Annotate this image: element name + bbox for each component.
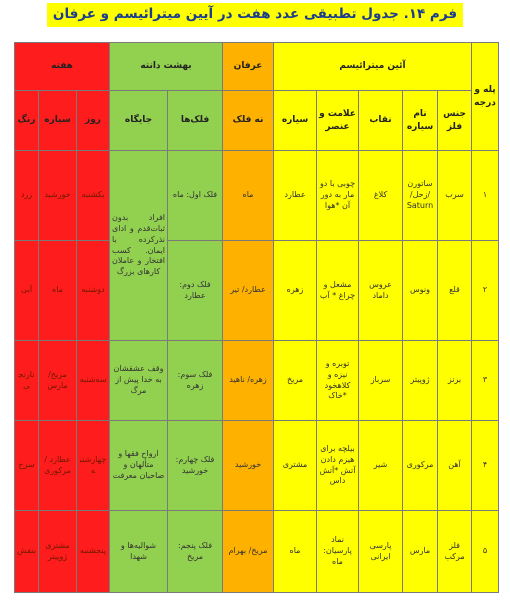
cell-stage: ۴ bbox=[472, 421, 499, 511]
cell-week-planet: عطارد /مرکوری bbox=[39, 421, 77, 511]
cell-mask: عروس داماد bbox=[359, 241, 403, 341]
cell-metal: فلز مرکب bbox=[438, 511, 472, 593]
cell-metal: آهن bbox=[438, 421, 472, 511]
header-planet: سیاره bbox=[274, 91, 317, 151]
cell-place: افراد بدون ثبات‌قدم و ادای نذرکرده با ایمان. کسب افتخار و عاملان کارهای بزرگ bbox=[110, 151, 168, 341]
table-row bbox=[15, 421, 499, 511]
cell-metal: برنز bbox=[438, 341, 472, 421]
cell-place: شوالیه‌ها و شهدا bbox=[110, 511, 168, 593]
cell-spheres: فلک دوم: عطارد bbox=[168, 241, 223, 341]
header-paradise: بهشت دانته bbox=[110, 43, 223, 91]
cell-planet: مشتری bbox=[274, 421, 317, 511]
header-mithraism: آئین میترائیسم bbox=[274, 43, 472, 91]
cell-nine-spheres: خورشید bbox=[223, 421, 274, 511]
cell-nine-spheres: ماه bbox=[223, 151, 274, 241]
cell-nine-spheres: عطارد/ تیر bbox=[223, 241, 274, 341]
cell-planet-name: ساتورن /زحل/ Saturn bbox=[403, 151, 438, 241]
table-row bbox=[15, 341, 499, 421]
cell-spheres: فلک چهارم: خورشید bbox=[168, 421, 223, 511]
cell-mask: شیر bbox=[359, 421, 403, 511]
cell-day: چهارشنبه bbox=[77, 421, 110, 511]
cell-stage: ۵ bbox=[472, 511, 499, 593]
cell-spheres: فلک پنجم: مریخ bbox=[168, 511, 223, 593]
cell-week-planet: مشتری ژوپیتر bbox=[39, 511, 77, 593]
header-place: جایگاه bbox=[110, 91, 168, 151]
cell-color: بنفش bbox=[15, 511, 39, 593]
cell-planet-name: ونوس bbox=[403, 241, 438, 341]
header-day: روز bbox=[77, 91, 110, 151]
page-title-wrap bbox=[0, 3, 510, 27]
cell-mask: پارسی ایرانی bbox=[359, 511, 403, 593]
cell-planet: ماه bbox=[274, 511, 317, 593]
table-row bbox=[15, 151, 499, 241]
cell-planet-name: مارس bbox=[403, 511, 438, 593]
cell-week-planet: مریخ/ مارس bbox=[39, 341, 77, 421]
cell-week-planet: خورشید bbox=[39, 151, 77, 241]
cell-sign: چوبی با دو مار به دور آن *هوا bbox=[317, 151, 359, 241]
header-metal: جنس فلز bbox=[438, 91, 472, 151]
cell-planet: مریخ bbox=[274, 341, 317, 421]
cell-mask: کلاغ bbox=[359, 151, 403, 241]
cell-place: وقف عشقشان به خدا پیش از مرگ bbox=[110, 341, 168, 421]
cell-spheres: فلک اول: ماه bbox=[168, 151, 223, 241]
header-stage: پله و درجه bbox=[472, 43, 499, 151]
cell-planet: عطارد bbox=[274, 151, 317, 241]
header-sign: علامت و عنصر bbox=[317, 91, 359, 151]
cell-metal: قلع bbox=[438, 241, 472, 341]
cell-week-planet: ماه bbox=[39, 241, 77, 341]
header-spheres: فلک‌ها bbox=[168, 91, 223, 151]
cell-color: سرخ bbox=[15, 421, 39, 511]
cell-color: نارنجی bbox=[15, 341, 39, 421]
cell-color: زرد bbox=[15, 151, 39, 241]
cell-day: سه‌شنبه bbox=[77, 341, 110, 421]
cell-nine-spheres: زهره/ ناهید bbox=[223, 341, 274, 421]
table-row bbox=[15, 241, 499, 341]
cell-sign: مشعل و چراغ * آب bbox=[317, 241, 359, 341]
cell-day: پنجشنبه bbox=[77, 511, 110, 593]
cell-metal: سرب bbox=[438, 151, 472, 241]
cell-planet-name: ژوپیتر bbox=[403, 341, 438, 421]
cell-stage: ۲ bbox=[472, 241, 499, 341]
header-nine-spheres: نه فلک bbox=[223, 91, 274, 151]
header-color: رنگ bbox=[15, 91, 39, 151]
cell-day: دوشنبه bbox=[77, 241, 110, 341]
cell-sign: نماد پارسیان: ماه bbox=[317, 511, 359, 593]
header-week-planet: سیاره bbox=[39, 91, 77, 151]
header-week: هفته bbox=[15, 43, 110, 91]
table-row bbox=[15, 511, 499, 593]
cell-planet: زهره bbox=[274, 241, 317, 341]
comparison-table bbox=[14, 42, 499, 593]
cell-sign: بیلچه برای هیزم دادن آتش *آتش داس bbox=[317, 421, 359, 511]
cell-stage: ۱ bbox=[472, 151, 499, 241]
cell-sign: توبره و نیزه و کلاهخود *خاک bbox=[317, 341, 359, 421]
header-planet-name: نام سیاره bbox=[403, 91, 438, 151]
cell-place: ارواح فقها و متألهان و صاحبان معرفت bbox=[110, 421, 168, 511]
cell-stage: ۳ bbox=[472, 341, 499, 421]
header-irfan: عرفان bbox=[223, 43, 274, 91]
header-mask: نقاب bbox=[359, 91, 403, 151]
cell-day: یکشنبه bbox=[77, 151, 110, 241]
cell-nine-spheres: مریخ/ بهرام bbox=[223, 511, 274, 593]
cell-spheres: فلک سوم: زهره bbox=[168, 341, 223, 421]
page-title: فرم ۱۴. جدول تطبیقی عدد هفت در آیین میترائیسم و عرفان bbox=[47, 3, 463, 27]
cell-color: آبی bbox=[15, 241, 39, 341]
cell-planet-name: مرکوری bbox=[403, 421, 438, 511]
cell-mask: سرباز bbox=[359, 341, 403, 421]
